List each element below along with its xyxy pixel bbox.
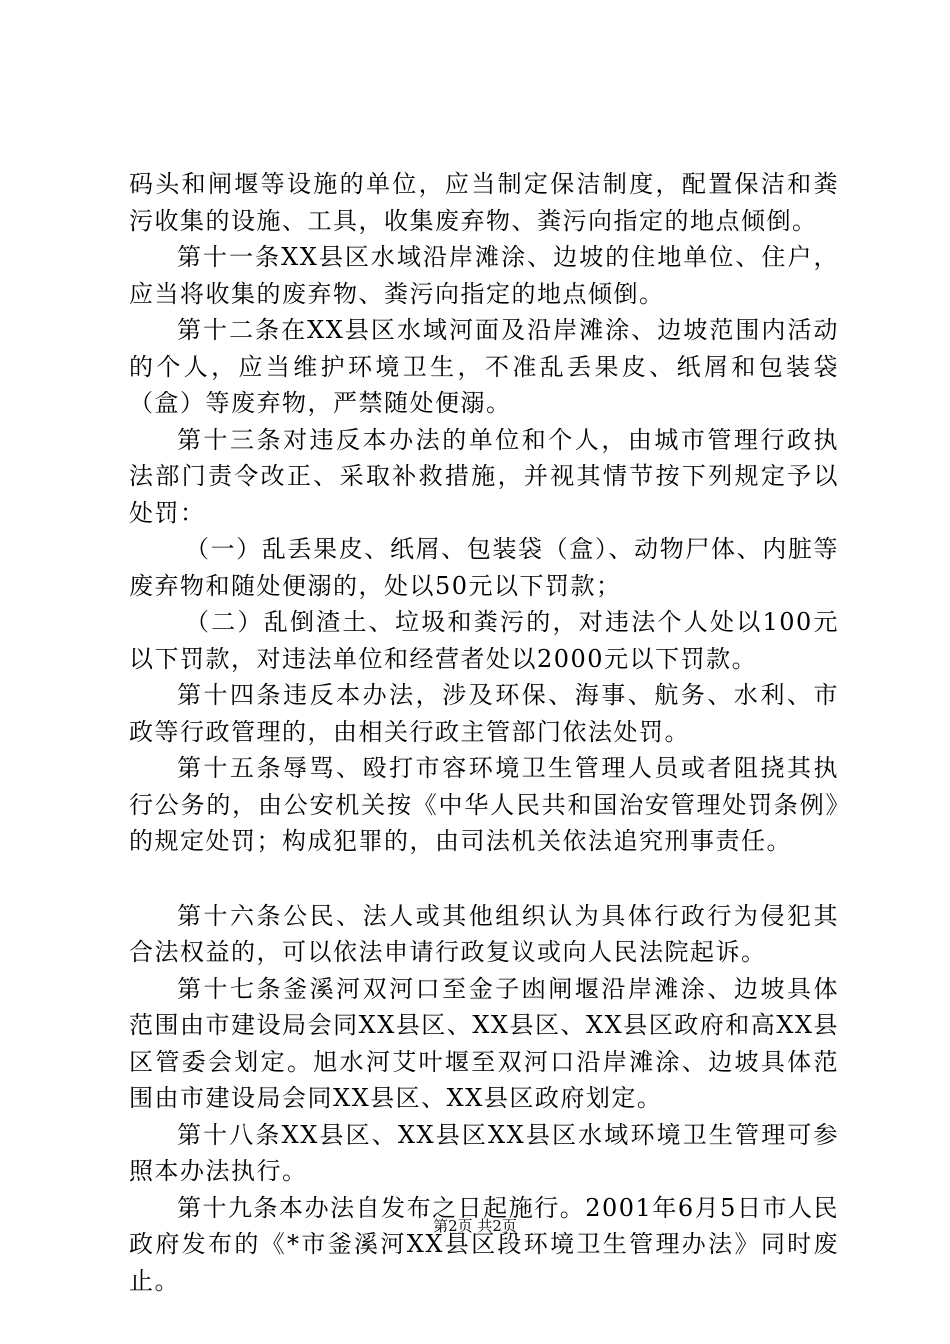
paragraph-continuation: 码头和闸堰等设施的单位，应当制定保洁制度，配置保洁和粪污收集的设施、工具，收集废弃物、粪污向指定的地点倾倒。 <box>129 170 839 235</box>
document-body <box>129 166 839 1299</box>
paragraph-article-18: 第十八条XX县区、XX县区XX县区水域环境卫生管理可参照本办法执行。 <box>129 1120 839 1185</box>
paragraph-article-12: 第十二条在XX县区水域河面及沿岸滩涂、边坡范围内活动的个人，应当维护环境卫生，不准乱丢果皮、纸屑和包装袋（盒）等废弃物，严禁随处便溺。 <box>129 316 839 417</box>
paragraph-article-16: 第十六条公民、法人或其他组织认为具体行政行为侵犯其合法权益的，可以依法申请行政复议或向人民法院起诉。 <box>129 901 839 966</box>
paragraph-article-17: 第十七条釜溪河双河口至金子凼闸堰沿岸滩涂、边坡具体范围由市建设局会同XX县区、XX县区、XX县区政府和高XX县区管委会划定。旭水河艾叶堰至双河口沿岸滩涂、边坡具体范围由市建设局会同XX县区、XX县区政府划定。 <box>129 974 839 1112</box>
paragraph-article-13: 第十三条对违反本办法的单位和个人，由城市管理行政执法部门责令改正、采取补救措施，并视其情节按下列规定予以处罚： <box>129 425 839 527</box>
page-footer: 第2页 共2页 <box>433 1217 517 1235</box>
paragraph-article-14: 第十四条违反本办法，涉及环保、海事、航务、水利、市政等行政管理的，由相关行政主管部门依法处罚。 <box>129 681 839 746</box>
paragraph-article-15: 第十五条辱骂、殴打市容环境卫生管理人员或者阻挠其执行公务的，由公安机关按《中华人民共和国治安管理处罚条例》的规定处罚；构成犯罪的，由司法机关依法追究刑事责任。 <box>129 754 839 855</box>
paragraph-article-13-item-2: （二）乱倒渣土、垃圾和粪污的，对违法个人处以100元以下罚款，对违法单位和经营者处以2000元以下罚款。 <box>129 608 839 673</box>
paragraph-article-19: 第十九条本办法自发布之日起施行。2001年6月5日市人民政府发布的《*市釜溪河XX县区段环境卫生管理办法》同时废止。 <box>129 1193 839 1295</box>
paragraph-article-11: 第十一条XX县区水域沿岸滩涂、边坡的住地单位、住户，应当将收集的废弃物、粪污向指定的地点倾倒。 <box>129 243 839 308</box>
paragraph-article-13-item-1: （一）乱丢果皮、纸屑、包装袋（盒）、动物尸体、内脏等废弃物和随处便溺的，处以50元以下罚款； <box>129 535 839 600</box>
